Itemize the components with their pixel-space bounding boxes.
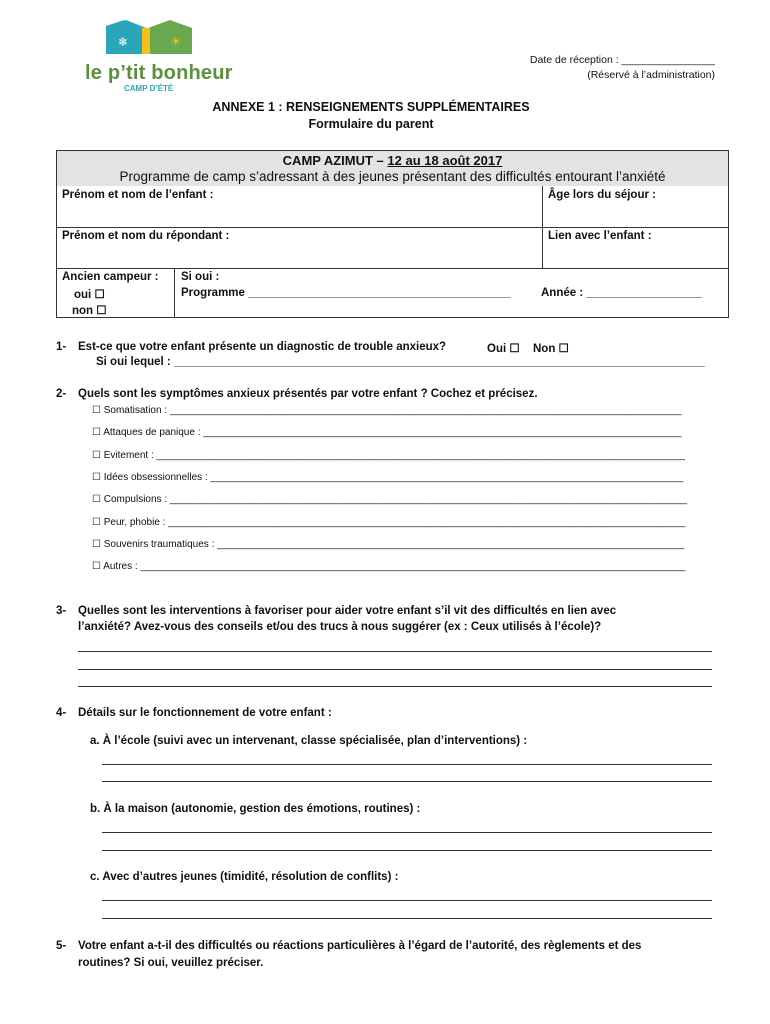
q1-no-checkbox[interactable]: Non ☐ bbox=[533, 343, 569, 355]
q3-text-line1: Quelles sont les interventions à favoriser pour aider votre enfant s’il vit des difficultés en lien avec bbox=[78, 605, 617, 617]
q4c-answer-line[interactable] bbox=[102, 918, 712, 919]
q4b-answer-line[interactable] bbox=[102, 850, 712, 851]
q5-text-line2: routines? Si oui, veuillez préciser. bbox=[78, 957, 264, 969]
logo-houses-icon bbox=[80, 18, 200, 62]
symptom-somatisation[interactable]: ☐ Somatisation : ____________________________________________________________________________________________ bbox=[92, 405, 682, 416]
col-divider bbox=[174, 268, 175, 317]
child-name-field[interactable]: Prénom et nom de l’enfant : bbox=[62, 189, 214, 201]
q2-text: Quels sont les symptômes anxieux présentés par votre enfant ? Cochez et précisez. bbox=[78, 388, 538, 400]
reception-date-field[interactable]: Date de réception : ________________ bbox=[529, 54, 715, 66]
symptom-compulsions[interactable]: ☐ Compulsions : _____________________________________________________________________________________________ bbox=[92, 494, 688, 505]
row-divider bbox=[57, 227, 728, 228]
document-title bbox=[0, 99, 742, 133]
symptom-obsessive-ideas[interactable]: ☐ Idées obsessionnelles : _____________________________________________________________________________________ bbox=[92, 472, 684, 483]
previous-year-field[interactable]: Année : __________________ bbox=[541, 287, 702, 299]
q3-text-line2: l’anxiété? Avez-vous des conseils et/ou des trucs à nous suggérer (ex : Ceux utilisés à l’école)? bbox=[78, 621, 602, 633]
col-divider bbox=[542, 186, 543, 268]
symptom-avoidance[interactable]: ☐ Évitement : _______________________________________________________________________________________________ bbox=[92, 450, 685, 461]
camp-logo bbox=[80, 18, 233, 98]
q1-yes-checkbox[interactable]: Oui ☐ bbox=[487, 343, 520, 355]
q4c-text: c. Avec d’autres jeunes (timidité, résolution de conflits) : bbox=[90, 871, 399, 883]
q2-number: 2- bbox=[56, 388, 67, 400]
q1-text: Est-ce que votre enfant présente un diagnostic de trouble anxieux? bbox=[78, 341, 447, 353]
q4a-answer-line[interactable] bbox=[102, 781, 712, 782]
reserved-note: (Réservé à l’administration) bbox=[587, 69, 715, 81]
admin-note bbox=[530, 53, 715, 83]
q4-number: 4- bbox=[56, 707, 67, 719]
q1-which-field[interactable]: Si oui lequel : ___________________________________________________________________________________ bbox=[96, 356, 705, 368]
q3-answer-line[interactable] bbox=[78, 651, 712, 652]
q5-text-line1: Votre enfant a-t-il des difficultés ou réactions particulières à l’égard de l’autorité, des règlements et des bbox=[78, 940, 642, 952]
if-yes-label: Si oui : bbox=[181, 271, 220, 283]
q4a-answer-line[interactable] bbox=[102, 764, 712, 765]
q4b-answer-line[interactable] bbox=[102, 832, 712, 833]
camp-name: CAMP AZIMUT – bbox=[282, 153, 384, 168]
q3-number: 3- bbox=[56, 605, 67, 617]
symptom-traumatic-memories[interactable]: ☐ Souvenirs traumatiques : ____________________________________________________________________________________ bbox=[92, 539, 685, 550]
svg-text:☀: ☀ bbox=[170, 35, 182, 50]
logo-subtitle: CAMP D’ÉTÉ bbox=[124, 84, 174, 93]
relation-field[interactable]: Lien avec l’enfant : bbox=[548, 230, 652, 242]
q4c-answer-line[interactable] bbox=[102, 900, 712, 901]
q3-answer-line[interactable] bbox=[78, 669, 712, 670]
q4a-text: a. À l’école (suivi avec un intervenant, classe spécialisée, plan d’interventions) : bbox=[90, 735, 528, 747]
q4b-text: b. À la maison (autonomie, gestion des émotions, routines) : bbox=[90, 803, 421, 815]
camp-header bbox=[57, 151, 728, 186]
previous-program-field[interactable]: Programme _________________________________________ bbox=[181, 287, 511, 299]
camp-name-line bbox=[57, 153, 728, 168]
svg-text:❄: ❄ bbox=[118, 35, 129, 49]
symptom-panic-attacks[interactable]: ☐ Attaques de panique : ______________________________________________________________________________________ bbox=[92, 427, 682, 438]
former-camper-label: Ancien campeur : bbox=[62, 271, 159, 283]
age-field[interactable]: Âge lors du séjour : bbox=[548, 189, 656, 201]
form-subtitle: Formulaire du parent bbox=[308, 117, 434, 131]
q3-answer-line[interactable] bbox=[78, 686, 712, 687]
former-camper-no-checkbox[interactable]: non ☐ bbox=[72, 305, 107, 317]
symptom-fear-phobia[interactable]: ☐ Peur, phobie : _____________________________________________________________________________________________ bbox=[92, 517, 686, 528]
annex-title: ANNEXE 1 : RENSEIGNEMENTS SUPPLÉMENTAIRES bbox=[212, 100, 530, 114]
q5-number: 5- bbox=[56, 940, 67, 952]
respondent-name-field[interactable]: Prénom et nom du répondant : bbox=[62, 230, 230, 242]
logo-name: le p’tit bonheur bbox=[85, 62, 233, 84]
q4-text: Détails sur le fonctionnement de votre enfant : bbox=[78, 707, 332, 719]
camp-dates: 12 au 18 août 2017 bbox=[387, 153, 503, 168]
row-divider bbox=[57, 268, 728, 269]
camp-program: Programme de camp s’adressant à des jeunes présentant des difficultés entourant l’anxiété bbox=[119, 169, 666, 184]
camp-info-box bbox=[56, 150, 729, 318]
symptom-other[interactable]: ☐ Autres : __________________________________________________________________________________________________ bbox=[92, 561, 686, 572]
former-camper-yes-checkbox[interactable]: oui ☐ bbox=[74, 289, 105, 301]
q1-number: 1- bbox=[56, 341, 67, 353]
